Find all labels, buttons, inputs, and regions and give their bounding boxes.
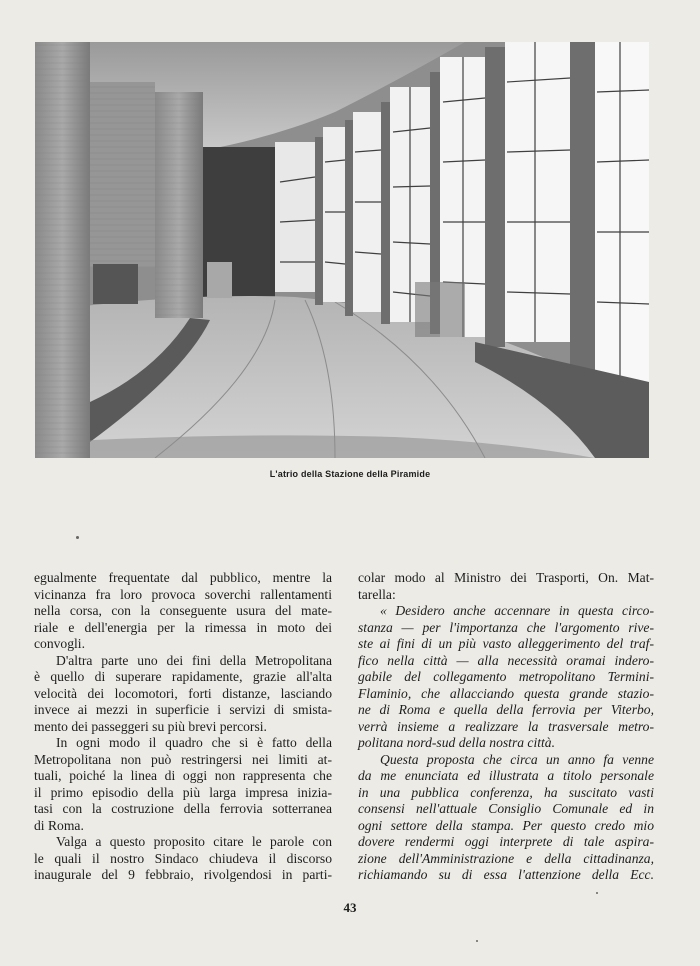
text-line: nella corsa, con la conseguente usura del mate- — [34, 603, 332, 618]
text-line: Metropolitana non può restringersi nei limiti at- — [34, 751, 332, 767]
text-line: convogli. — [34, 636, 85, 651]
print-speck — [596, 892, 598, 894]
text-line: Questa proposta che circa un anno fa venne — [380, 751, 654, 767]
text-line: inaugurale del 9 febbraio, rivolgendosi in parti- — [34, 867, 332, 882]
text-line: ne di Roma e quella della ferrovia per Viterbo, — [358, 702, 654, 717]
text-line: verrà insieme a realizzare la trasversale metro- — [358, 718, 654, 734]
text-line: vicinanza fra loro provoca soverchi rallentamenti — [34, 586, 332, 602]
text-line: gabile del collegamento metropolitano Termini- — [358, 669, 654, 684]
text-line: politana nord-sud della nostra città. — [358, 735, 555, 750]
text-line: zione dell'Amministrazione e della cittadinanza, — [358, 850, 654, 866]
text-line: il primo episodio della più larga impresa inizia- — [34, 784, 332, 800]
text-line: fico nella città — alla necessità oramai indero- — [358, 652, 654, 668]
photo-caption: L'atrio della Stazione della Piramide — [269, 469, 431, 479]
text-line: ste ai fini di un più vasto alleggerimento del traf- — [358, 636, 654, 651]
left-text-column — [34, 570, 332, 884]
print-speck — [76, 536, 79, 539]
text-line: richiamando su di essa l'attenzione della Ecc. — [358, 867, 654, 882]
text-line: di Roma. — [34, 817, 84, 833]
text-line: egualmente frequentate dal pubblico, mentre la — [34, 570, 332, 585]
text-line: in una pubblica conferenza, ha suscitato vasti — [358, 784, 654, 800]
page-number: 43 — [343, 900, 357, 915]
text-line: « Desidero anche accennare in questa circo- — [380, 603, 654, 618]
station-atrium-photo — [35, 42, 649, 458]
text-line: In ogni modo il quadro che si è fatto della — [56, 735, 332, 750]
text-line: mento dei passeggeri su più brevi percorsi. — [34, 718, 267, 734]
text-line: colar modo al Ministro dei Trasporti, On. Mat- — [358, 570, 654, 585]
text-line: ogni settore della stampa. Per questo credo mio — [358, 817, 654, 833]
text-line: velocità dei locomotori, forti distanze, lasciando — [34, 685, 332, 701]
text-line: è quello di superare rapidamente, grazie all'alta — [34, 669, 332, 684]
text-line: tasi con la costruzione della ferrovia sotterranea — [34, 801, 332, 816]
text-line: riale e dell'energia per la rimessa in moto dei — [34, 619, 332, 635]
text-line: dovere rendermi oggi interprete di tale aspira- — [358, 834, 654, 849]
text-line: tarella: — [358, 586, 396, 602]
text-line: invece ai mezzi in superficie i servizi di smista- — [34, 702, 332, 717]
text-line: consensi nell'attuale Consiglio Comunale ed in — [358, 801, 654, 816]
text-line: stanza — per l'importanza che l'argomento rive- — [358, 619, 654, 635]
text-line: D'altra parte uno dei fini della Metropolitana — [56, 652, 332, 668]
right-text-column — [358, 570, 654, 884]
text-line: tuali, poiché la linea di oggi non rappresenta che — [34, 768, 332, 783]
text-line: Valga a questo proposito citare le parole con — [56, 834, 332, 849]
text-line: Flaminio, che allacciando questa grande stazio- — [358, 685, 654, 701]
text-line: le quali il nostro Sindaco chiudeva il discorso — [34, 850, 332, 866]
print-speck — [476, 940, 478, 942]
text-line: da me enunciata ed illustrata a titolo personale — [358, 768, 654, 783]
